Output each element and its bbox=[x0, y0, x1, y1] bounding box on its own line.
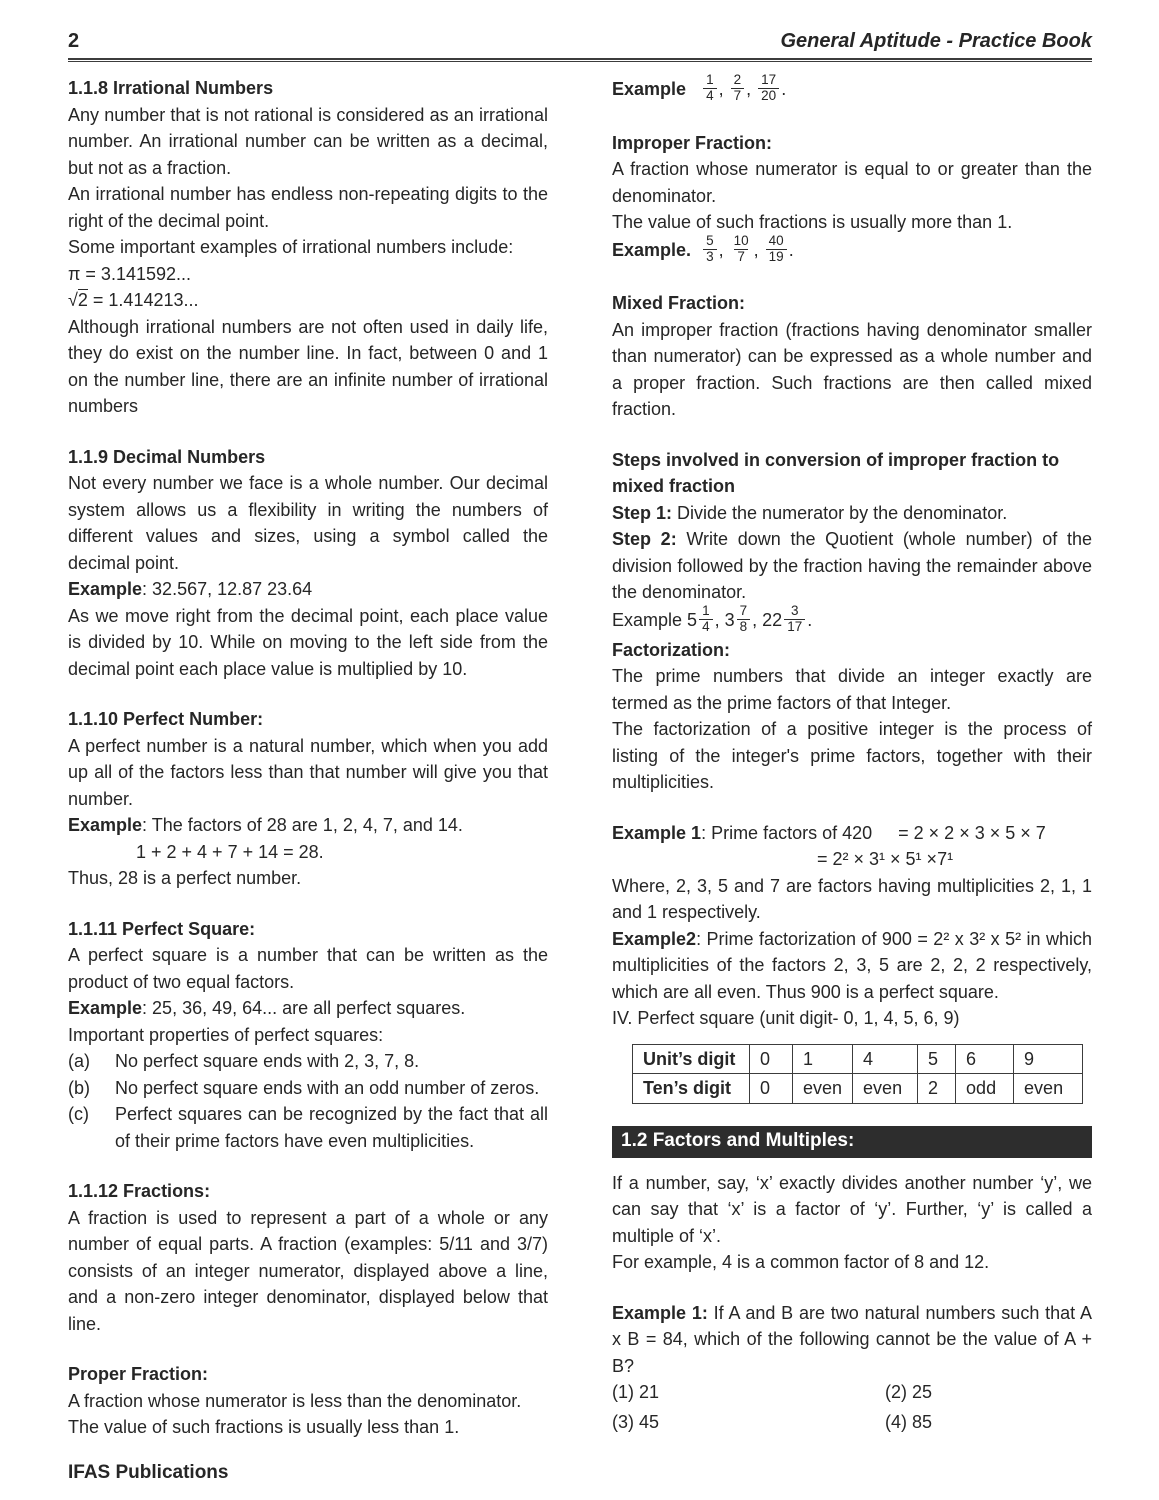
example-line bbox=[68, 576, 548, 603]
fraction: $\frac{1}{4}$ bbox=[703, 73, 717, 104]
table-cell: even bbox=[853, 1074, 918, 1104]
improper-fraction-heading: Improper Fraction: bbox=[612, 132, 773, 153]
separator: , bbox=[718, 239, 724, 260]
table-cell: odd bbox=[956, 1074, 1014, 1104]
section-heading-1-1-12: 1.1.12 Fractions: bbox=[68, 1181, 211, 1201]
table-cell: even bbox=[1014, 1074, 1083, 1104]
step-2-text: Write down the Quotient (whole number) of the division followed by the fraction having the remainder above the denominator. bbox=[612, 529, 1093, 603]
separator: , bbox=[718, 79, 724, 100]
fraction: $\frac{3}{17}$ bbox=[784, 604, 805, 635]
mixed-number: 3 $\frac{7}{8}$ bbox=[725, 610, 753, 630]
mixed-number: 22 $\frac{3}{17}$ bbox=[762, 610, 807, 630]
factorization-heading: Factorization: bbox=[612, 639, 731, 660]
list-item bbox=[68, 1048, 548, 1075]
paragraph: Although irrational numbers are not often used in daily life, they do exist on the number line. In fact, between 0 and 1 on the number line, there are an infinite number of irrational numbers bbox=[68, 316, 548, 416]
list-marker: (b) bbox=[68, 1077, 90, 1098]
example-improper-fractions bbox=[612, 232, 1092, 267]
step-2-label: Step 2: bbox=[612, 529, 677, 550]
paragraph: Not every number we face is a whole number. Our decimal system allows us a flexibility in writing the numbers of different values and sizes, using a symbol called the decimal point. bbox=[68, 473, 548, 573]
paragraph: Some important examples of irrational numbers include: bbox=[68, 237, 514, 257]
fraction: $\frac{40}{19}$ bbox=[766, 234, 787, 265]
table-cell: 5 bbox=[918, 1044, 956, 1074]
option-2: (2) 25 bbox=[885, 1382, 933, 1403]
example-1-label: Example 1 bbox=[612, 822, 702, 843]
paragraph: As we move right from the decimal point, each place value is divided by 10. While on moving to the left side from the decimal point each place value is multiplied by 10. bbox=[68, 605, 548, 679]
example-label: Example bbox=[612, 609, 683, 630]
list-marker: (c) bbox=[68, 1104, 89, 1124]
section-heading-1-2: 1.2 Factors and Multiples: bbox=[612, 1126, 1092, 1158]
sqrt-radicand: 2 bbox=[77, 290, 88, 310]
sqrt-symbol: √ bbox=[68, 290, 78, 310]
paragraph: Where, 2, 3, 5 and 7 are factors having multiplicities 2, 1, 1 and 1 respectively. bbox=[612, 875, 1092, 923]
right-column bbox=[612, 72, 1093, 1441]
fraction: $\frac{17}{20}$ bbox=[758, 73, 779, 104]
section-heading-1-1-9: 1.1.9 Decimal Numbers bbox=[68, 446, 266, 467]
mixed-number: 5 $\frac{1}{4}$ bbox=[687, 610, 715, 630]
question-1-label: Example 1: bbox=[612, 1302, 708, 1323]
fraction: $\frac{2}{7}$ bbox=[731, 73, 745, 104]
option-4: (4) 85 bbox=[885, 1411, 933, 1432]
example-text: : 25, 36, 49, 64... are all perfect squares. bbox=[142, 998, 466, 1018]
page-number: 2 bbox=[68, 30, 80, 52]
table-cell: 1 bbox=[793, 1044, 853, 1074]
table-cell: 0 bbox=[750, 1074, 793, 1104]
example-1-line bbox=[612, 820, 1092, 847]
example-label: Example bbox=[68, 998, 143, 1018]
step-2 bbox=[612, 526, 1092, 606]
example-proper-fractions bbox=[612, 72, 1092, 106]
list-item bbox=[68, 1101, 548, 1154]
paragraph: A perfect square is a number that can be written as the product of two equal factors. bbox=[68, 945, 548, 992]
section-heading-1-1-8: 1.1.8 Irrational Numbers bbox=[68, 78, 274, 98]
iv-line: IV. Perfect square (unit digit- 0, 1, 4, 5, 6, 9) bbox=[612, 1008, 960, 1029]
separator: , bbox=[753, 239, 759, 260]
sqrt-line bbox=[68, 287, 548, 314]
terminator: . bbox=[807, 609, 813, 630]
header-rule bbox=[68, 58, 1092, 62]
paragraph: Thus, 28 is a perfect number. bbox=[68, 868, 302, 888]
paragraph: The value of such fractions is usually more than 1. bbox=[612, 212, 1013, 233]
example-mixed-numbers bbox=[612, 602, 1092, 637]
fraction: $\frac{1}{4}$ bbox=[699, 604, 713, 635]
unit-tens-digit-table bbox=[632, 1044, 1083, 1104]
paragraph: For example, 4 is a common factor of 8 and 12. bbox=[612, 1252, 990, 1273]
question-1 bbox=[612, 1300, 1092, 1380]
list-item bbox=[68, 1075, 548, 1102]
example-label: Example. bbox=[612, 239, 692, 260]
paragraph: An improper fraction (fractions having denominator smaller than numerator) can be expressed as a whole number and a proper fraction. Such fractions are then called mixed fraction. bbox=[612, 319, 1092, 420]
example-1-text: : Prime factors of 420 bbox=[701, 822, 873, 843]
publisher: IFAS Publications bbox=[68, 1462, 229, 1483]
proper-fraction-heading: Proper Fraction: bbox=[68, 1364, 209, 1384]
table-cell: even bbox=[793, 1074, 853, 1104]
separator: , bbox=[714, 609, 720, 630]
paragraph: The factorization of a positive integer is the process of listing of the integer's prime factors, together with their multiplicities. bbox=[612, 719, 1092, 793]
example-label: Example bbox=[68, 579, 143, 599]
list-text: No perfect square ends with 2, 3, 7, 8. bbox=[115, 1051, 420, 1071]
paragraph: The value of such fractions is usually less than 1. bbox=[68, 1417, 460, 1437]
question-1-text: If A and B are two natural numbers such that A x B = 84, which of the following cannot be the value of A + B? bbox=[612, 1302, 1092, 1376]
example-line bbox=[68, 812, 548, 839]
option-1: (1) 21 bbox=[612, 1382, 660, 1403]
example-2-line bbox=[612, 926, 1092, 1006]
left-column bbox=[68, 75, 548, 1441]
list-marker: (a) bbox=[68, 1051, 90, 1071]
option-3: (3) 45 bbox=[612, 1411, 660, 1432]
sqrt-rest: = 1.414213... bbox=[87, 290, 199, 310]
table-row bbox=[633, 1044, 1083, 1074]
step-1 bbox=[612, 500, 1092, 527]
paragraph: A perfect number is a natural number, which when you add up all of the factors less than that number will give you that number. bbox=[68, 735, 548, 809]
example-text: : 32.567, 12.87 23.64 bbox=[142, 579, 313, 599]
terminator: . bbox=[788, 239, 794, 260]
table-cell: 6 bbox=[956, 1044, 1014, 1074]
section-heading-1-1-11: 1.1.11 Perfect Square: bbox=[68, 918, 256, 939]
answer-options bbox=[612, 1379, 1092, 1435]
equation-2: = 2² × 3¹ × 5¹ ×7¹ bbox=[817, 849, 954, 870]
example-2-text: : Prime factorization of 900 = 2² x 3² x 5² in which multiplicities of the factors 2, 3, 5 are 2, 2, 2 respectively, which are all even. Thus 900 is a perfect square. bbox=[612, 928, 1092, 1002]
example-2-label: Example2 bbox=[612, 928, 697, 949]
fraction: $\frac{5}{3}$ bbox=[703, 234, 717, 265]
row-header: Unit’s digit bbox=[633, 1044, 750, 1074]
step-1-text: Divide the numerator by the denominator. bbox=[672, 502, 1008, 523]
paragraph: Any number that is not rational is considered as an irrational number. An irrational number can be written as a decimal, but not as a fraction. bbox=[68, 104, 548, 178]
fraction: $\frac{7}{8}$ bbox=[737, 604, 751, 635]
section-heading-1-1-10: 1.1.10 Perfect Number: bbox=[68, 709, 264, 729]
list-text: Perfect squares can be recognized by the fact that all of their prime factors have even multiplicities. bbox=[115, 1104, 548, 1151]
equation-1: = 2 × 2 × 3 × 5 × 7 bbox=[898, 822, 1046, 843]
table-row bbox=[633, 1074, 1083, 1104]
page-header bbox=[68, 30, 1092, 58]
list-text: No perfect square ends with an odd number of zeros. bbox=[115, 1077, 540, 1098]
separator: , bbox=[752, 609, 758, 630]
paragraph: If a number, say, ‘x’ exactly divides another number ‘y’, we can say that ‘x’ is a factor of ‘y’. Further, ‘y’ is called a multiple of ‘x’. bbox=[612, 1172, 1092, 1246]
sum-line: 1 + 2 + 4 + 7 + 14 = 28. bbox=[136, 841, 324, 862]
example-text: : The factors of 28 are 1, 2, 4, 7, and 14. bbox=[142, 815, 463, 835]
fraction: $\frac{10}{7}$ bbox=[733, 232, 749, 264]
page-footer bbox=[68, 1462, 228, 1484]
example-label: Example bbox=[68, 815, 143, 835]
example-line bbox=[68, 995, 548, 1022]
pi-line: π = 3.141592... bbox=[68, 263, 192, 284]
step-1-label: Step 1: bbox=[612, 502, 673, 523]
table-cell: 0 bbox=[750, 1044, 793, 1074]
table-cell: 9 bbox=[1014, 1044, 1083, 1074]
mixed-fraction-heading: Mixed Fraction: bbox=[612, 293, 746, 314]
table-cell: 2 bbox=[918, 1074, 956, 1104]
terminator: . bbox=[781, 79, 787, 100]
paragraph: Important properties of perfect squares: bbox=[68, 1024, 384, 1045]
example-label: Example bbox=[612, 79, 687, 100]
table-cell: 4 bbox=[853, 1044, 918, 1074]
paragraph: The prime numbers that divide an integer exactly are termed as the prime factors of that Integer. bbox=[612, 666, 1092, 713]
book-title: General Aptitude - Practice Book bbox=[780, 30, 1092, 52]
paragraph: A fraction is used to represent a part of a whole or any number of equal parts. A fraction (examples: 5/11 and 3/7) consists of an integer numerator, displayed above a line, and a non-zero integer denominator, displayed below that line. bbox=[68, 1207, 548, 1334]
row-header: Ten’s digit bbox=[633, 1074, 750, 1104]
paragraph: A fraction whose numerator is equal to or greater than the denominator. bbox=[612, 159, 1092, 206]
steps-heading: Steps involved in conversion of improper fraction to mixed fraction bbox=[612, 449, 1060, 497]
separator: , bbox=[746, 79, 752, 100]
paragraph: A fraction whose numerator is less than the denominator. bbox=[68, 1390, 522, 1411]
content bbox=[68, 72, 1093, 1441]
paragraph: An irrational number has endless non-repeating digits to the right of the decimal point. bbox=[68, 184, 548, 231]
